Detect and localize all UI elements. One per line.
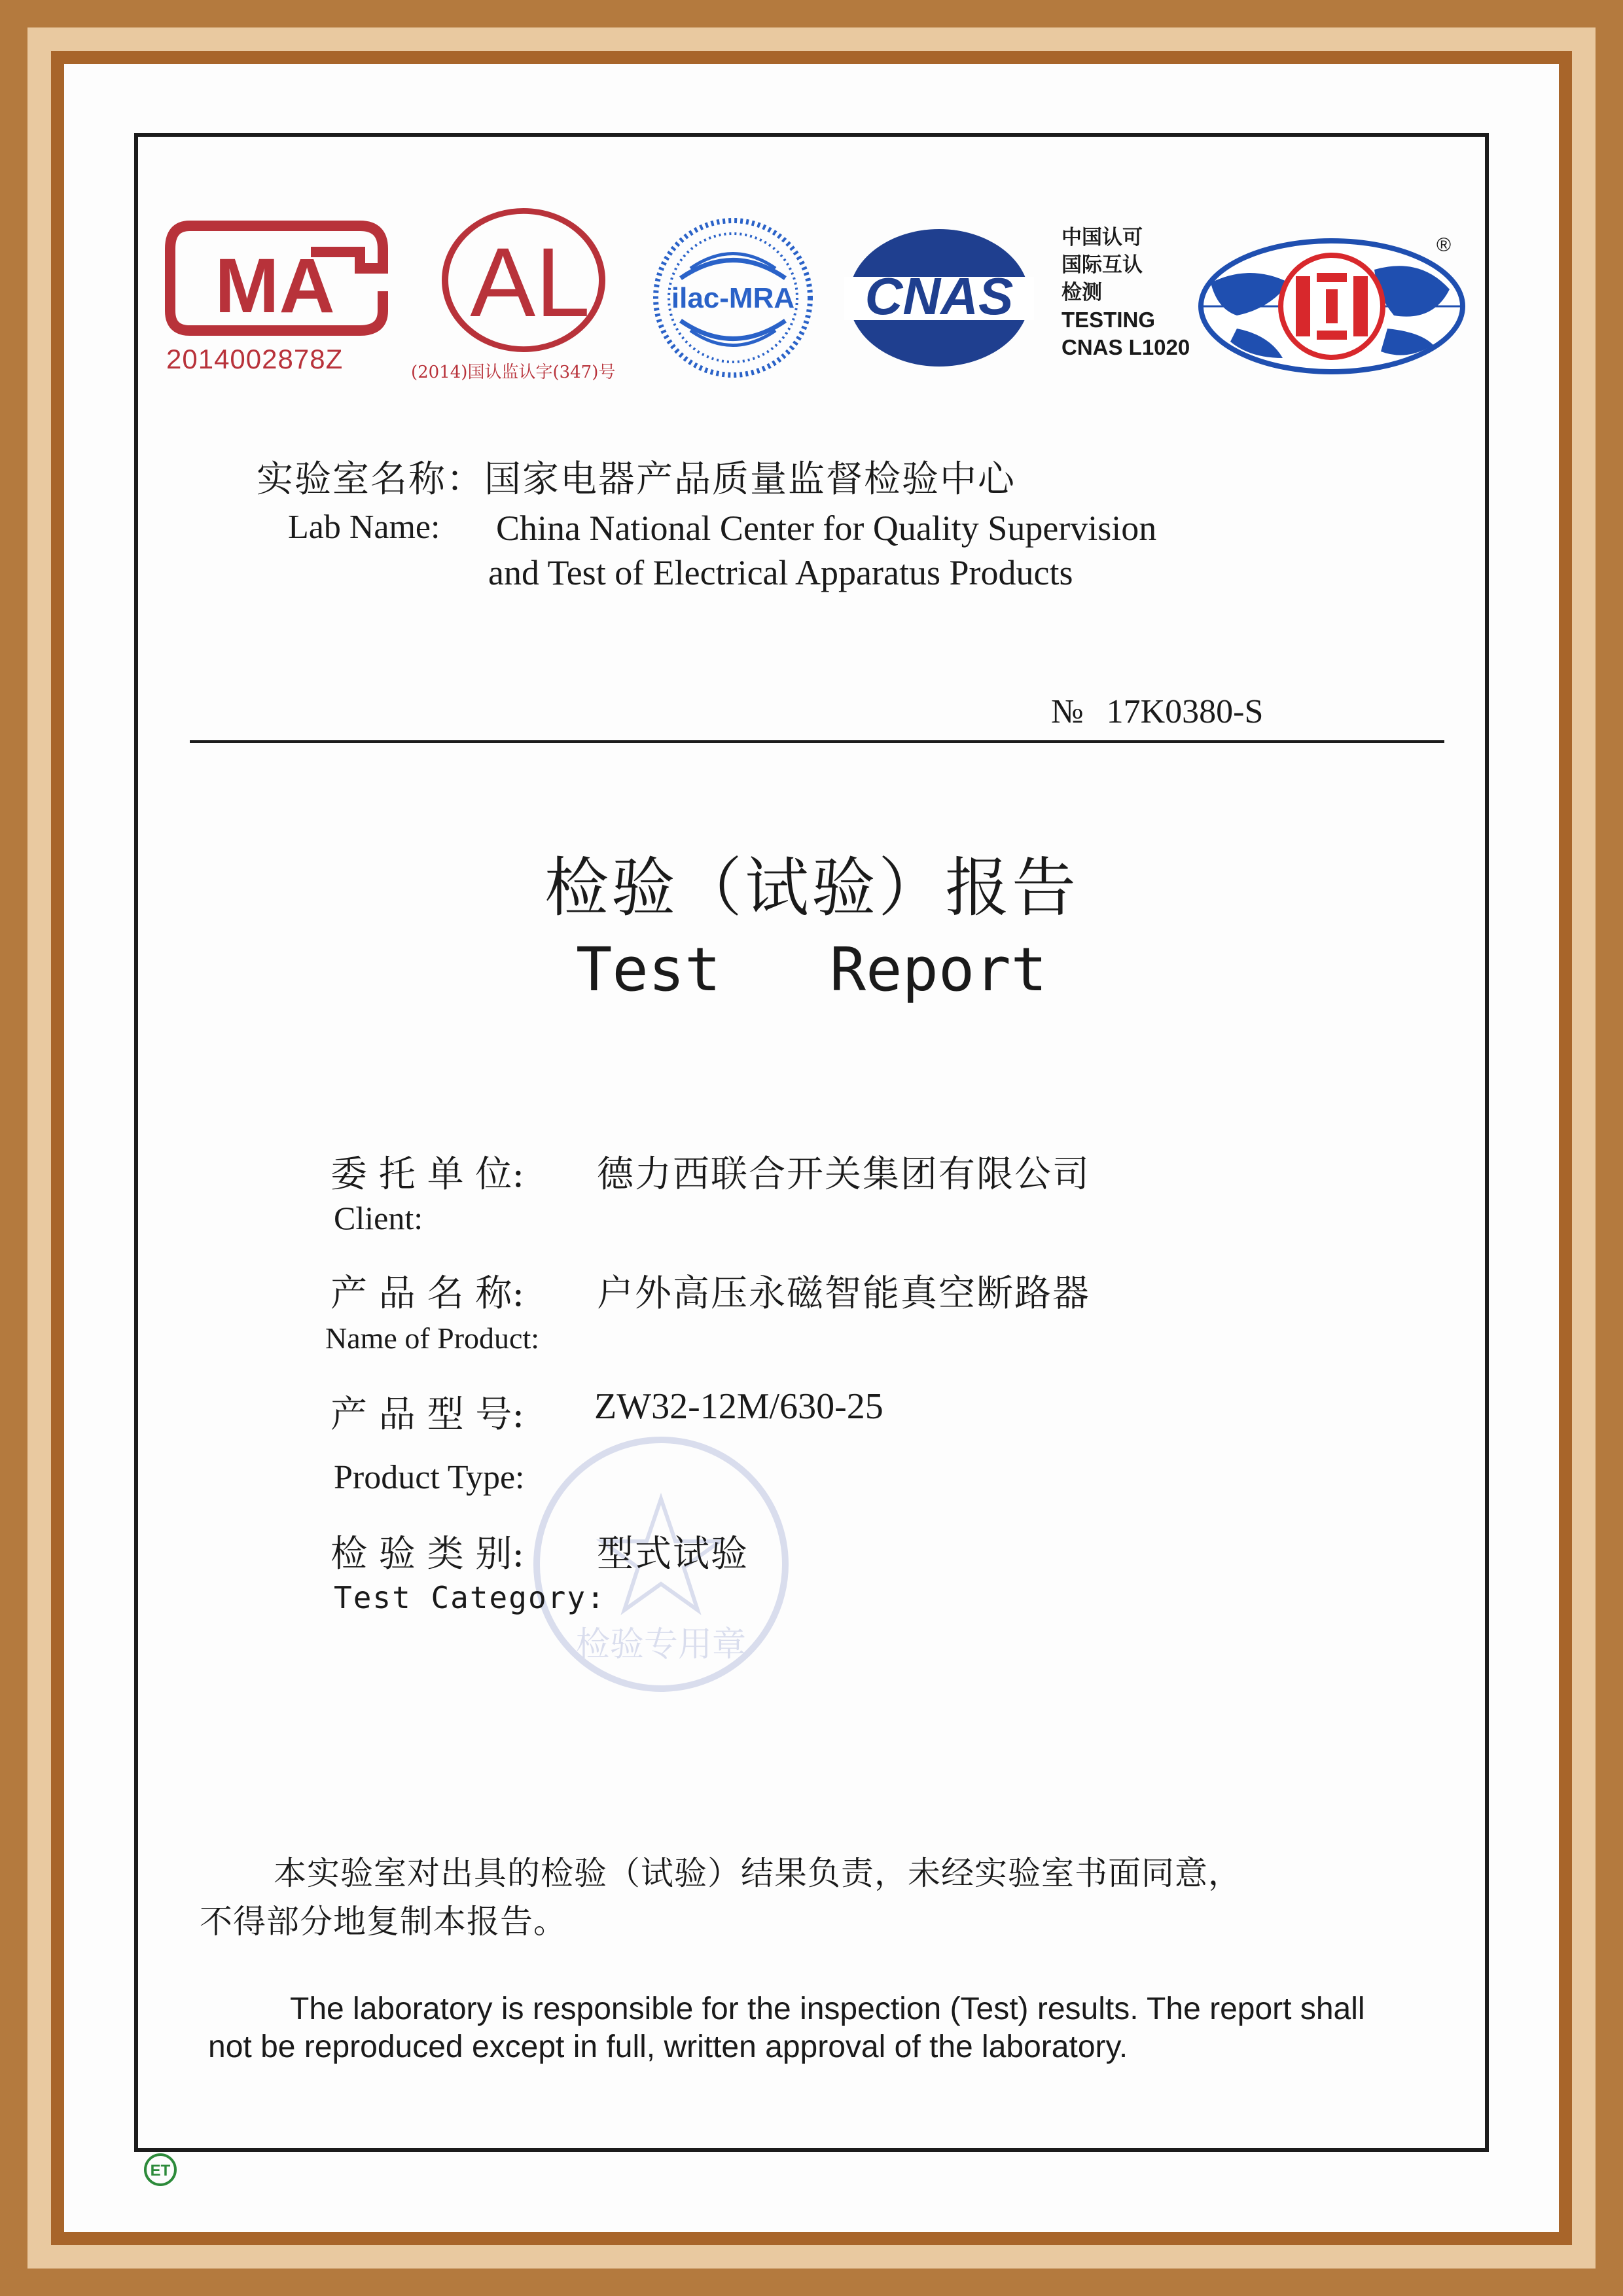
svg-text:AL: AL: [470, 227, 590, 337]
cnas-en-line-2: CNAS L1020: [1061, 335, 1190, 359]
test-category-label-en: Test Category:: [334, 1580, 606, 1615]
product-type-label-cn: 产 品 型 号:: [330, 1393, 525, 1436]
report-number-value: 17K0380-S: [1106, 693, 1264, 730]
ilac-mra-emblem-icon: [651, 216, 815, 380]
svg-text:MA: MA: [215, 243, 335, 329]
client-label-cn: 委 托 单 位:: [330, 1153, 525, 1196]
svg-text:ET: ET: [150, 2162, 171, 2179]
product-type-value: ZW32-12M/630-25: [594, 1386, 883, 1427]
notice-cn-line-2: 不得部分地复制本报告。: [200, 1903, 567, 1941]
cma-number: 2014002878Z: [166, 344, 344, 374]
product-name-value: 户外高压永磁智能真空断路器: [597, 1272, 1090, 1315]
title-cn: 检验（试验）报告: [544, 851, 1079, 925]
cnas-cn-line-2: 国际互认: [1061, 253, 1143, 276]
svg-text:ilac-MRA: ilac-MRA: [671, 282, 795, 314]
svg-text:CNAS: CNAS: [865, 267, 1014, 325]
cal-number: (2014)国认监认字(347)号: [411, 363, 616, 382]
notice-en-line-2: not be reproduced except in full, written approval of the laboratory.: [208, 2030, 1128, 2064]
notice-cn-line-1: 本实验室对出具的检验（试验）结果负责，未经实验室书面同意，: [274, 1854, 1241, 1892]
globe-emblem-icon: [1198, 237, 1466, 376]
cnas-logo: [844, 226, 1034, 370]
cnas-cn-line-3: 检测: [1061, 281, 1102, 304]
number-symbol: №: [1051, 693, 1084, 730]
cccc-globe-logo: [1198, 237, 1466, 376]
report-number: [1051, 692, 1263, 731]
svg-text:检验专用章: 检验专用章: [575, 1625, 747, 1664]
cnas-cn-line-1: 中国认可: [1061, 226, 1143, 249]
lab-name-en-line-2: and Test of Electrical Apparatus Products: [488, 553, 1073, 592]
registered-mark: ®: [1436, 234, 1452, 256]
client-label-en: Client:: [334, 1200, 423, 1236]
lab-name-en-line-1: China National Center for Quality Supervision: [496, 509, 1157, 548]
footer-mark: [143, 2152, 178, 2187]
test-category-label-cn: 检 验 类 别:: [330, 1533, 525, 1575]
cnas-emblem-icon: [844, 226, 1034, 370]
client-value: 德力西联合开关集团有限公司: [597, 1153, 1090, 1196]
cal-emblem-icon: [406, 208, 641, 355]
lab-name-label-en: Lab Name:: [288, 509, 440, 546]
test-category-value: 型式试验: [597, 1533, 749, 1575]
product-type-label-en: Product Type:: [334, 1459, 525, 1496]
product-name-label-cn: 产 品 名 称:: [330, 1272, 525, 1315]
title-en: Test Report: [575, 935, 1048, 1005]
cnas-en-line-1: TESTING: [1061, 308, 1156, 332]
footer-et-icon: [143, 2152, 178, 2187]
lab-name-cn: 实验室名称：国家电器产品质量监督检验中心: [257, 458, 1016, 501]
notice-en-line-1: The laboratory is responsible for the inspection (Test) results. The report shall: [290, 1992, 1365, 2026]
product-name-label-en: Name of Product:: [325, 1321, 540, 1355]
header-divider: [190, 740, 1444, 743]
ilac-mra-logo: [651, 216, 815, 380]
cma-logo: [164, 213, 389, 376]
cnas-side-text: [1061, 224, 1190, 361]
cal-logo: [406, 208, 641, 385]
